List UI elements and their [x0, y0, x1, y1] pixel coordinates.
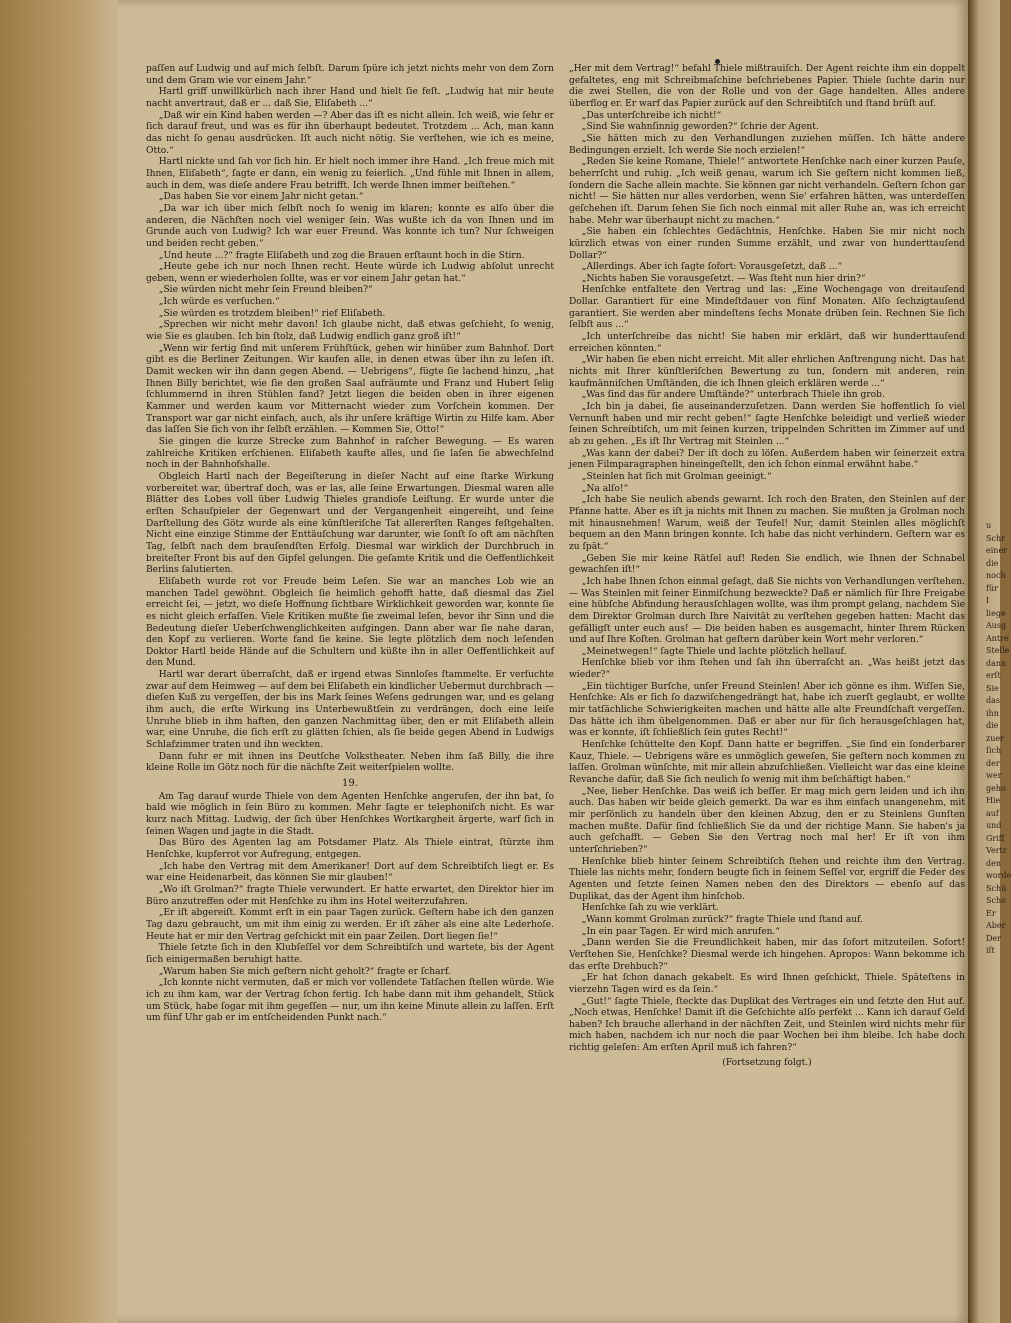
- paragraph: „Sind Sie wahnſinnig geworden?“ ſchrie der Agent.: [581, 122, 819, 133]
- paragraph: „Sie würden nicht mehr ſein Freund bleiben?“: [158, 285, 373, 296]
- paragraph: „Da war ich über mich ſelbſt noch ſo wenig im klaren; konnte es alſo über die anderen, die Nächſten noch viel weniger ſein. Was wußte ich da von Ihnen und im Grunde auch von Ludwig? Ich war euer Freund. Was konnte ich tun? Nur ſchweigen und beiden recht geben.“: [146, 203, 554, 249]
- paragraph: „Ich habe Sie neulich abends gewarnt. Ich roch den Braten, den Steinlen auf der Pfanne hatte. Aber es iſt ja nichts mit Ihnen zu machen. Sie mußten ja Grolman noch mit hinausnehmen! Warum, weiß der Teufel! Nur, damit Steinlen alles möglichſt bequem an den Mann bringen konnte. Ich habe das nicht verhindern. Geſtern war es zu ſpät.“: [569, 495, 965, 552]
- paragraph: „Ich würde es verſuchen.“: [158, 297, 280, 308]
- paragraph: paſſen auf Ludwig und auf mich ſelbſt. Darum ſpüre ich jetzt nichts mehr von dem Zorn und dem Gram wie vor einem Jahr.“: [146, 64, 554, 86]
- paragraph: „Steinlen hat ſich mit Grolman geeinigt.“: [581, 471, 772, 482]
- paragraph: Am Tag darauf wurde Thiele von dem Agenten Henſchke angerufen, der ihn bat, ſo bald wie möglich in ſein Büro zu kommen. Mehr ſagte er telephoniſch nicht. Es war kurz nach Mittag. Ludwig, der ſich über Henſchkes Wortkargheit ärgerte, warf ſich in ſeinen Wagen und jagte in die Stadt.: [146, 791, 554, 837]
- margin-fragment: noch: [986, 571, 1006, 580]
- paragraph: „Ich habe den Vertrag mit dem Amerikaner! Dort auf dem Schreibtiſch liegt er. Es war eine Heidenarbeit, das können Sie mir glauben!“: [146, 861, 554, 884]
- margin-fragment: und: [986, 821, 1002, 830]
- margin-fragment: I: [986, 596, 990, 605]
- margin-fragment: Griff: [986, 833, 1005, 843]
- margin-fragment: dann: [986, 658, 1007, 668]
- left-column-part-2: [146, 792, 554, 1025]
- paragraph: „Er hat ſchon danach gekabelt. Es wird Ihnen geſchickt, Thiele. Späteſtens in vierzehn Tagen wird es da ſein.“: [569, 973, 965, 995]
- paragraph: „Was kann der dabei? Der iſt doch zu löſen. Außerdem haben wir ſeinerzeit extra jenen Filmparagraphen hineingeſtellt, den ich ſchon einmal erwähnt habe.“: [569, 448, 965, 471]
- paragraph: „Nichts haben Sie vorausgeſetzt. — Was ſteht nun hier drin?“: [581, 273, 866, 284]
- paragraph: „Sie würden es trotzdem bleiben!“ rief Eliſabeth.: [158, 308, 386, 319]
- margin-fragment: die: [986, 721, 999, 730]
- margin-fragment: der: [986, 758, 1000, 768]
- margin-fragment: Vertr: [986, 846, 1007, 855]
- margin-fragment: Sie: [986, 683, 999, 693]
- chapter-number: 19.: [342, 778, 358, 790]
- margin-fragment: das: [986, 696, 1000, 705]
- paragraph: Henſchke blieb hinter ſeinem Schreibtiſch ſtehen und reichte ihm den Vertrag. Thiele las nichts mehr, ſondern beugte ſich in ſeinem Seſſel vor, ergriff die Feder des Agenten und ſetzte ſeinen Namen neben den des Direktors — ebenſo auf das Duplikat, das der Agent ihm hinſchob.: [569, 856, 965, 902]
- margin-fragment: worde: [986, 871, 1011, 880]
- margin-fragment: die: [986, 558, 999, 568]
- paragraph: Henſchke ſchüttelte den Kopf. Dann hatte er begriffen. „Sie ſind ein ſonderbarer Kauz, Thiele. — Uebrigens wäre es unmöglich geweſen, Sie geſtern noch kommen zu laſſen. Grolman wünſchte, mit mir allein abzuſchließen. Vielleicht war das eine kleine Revanche dafür, daß Sie ſich neulich ſo wenig mit ihm beſchäftigt haben.“: [569, 740, 965, 786]
- margin-fragment: Schr: [986, 533, 1005, 543]
- paragraph: „Sprechen wir nicht mehr davon! Ich glaube nicht, daß etwas geſchieht, ſo wenig, wie Sie es glauben. Ich bin ſtolz, daß Ludwig endlich ganz groß iſt!“: [146, 320, 554, 343]
- paragraph: „Das haben Sie vor einem Jahr nicht getan.“: [158, 192, 364, 203]
- paragraph: „Ich habe Ihnen ſchon einmal geſagt, daß Sie nichts von Verhandlungen verſtehen. — Was Steinlen mit ſeiner Einmiſchung bezweckte? Daß er nämlich für Ihre Freigabe eine hübſche Abfindung herausſchlagen wollte, was ihm prompt gelang, nachdem Sie dem Direktor Grolman durch Ihre Naivität zu verſtehen gegeben hatten: Macht das gefälligſt unter euch aus! — Die beiden haben es ausgemacht, hinter Ihrem Rücken und auf Ihre Koſten. Grolman hat geſtern darüber kein Wort mehr verloren.“: [569, 576, 965, 646]
- page-margin-binding: [0, 0, 118, 1323]
- paragraph: „In ein paar Tagen. Er wird mich anrufen.“: [581, 926, 780, 937]
- paragraph: Hartl nickte und ſah vor ſich hin. Er hielt noch immer ihre Hand. „Ich freue mich mit Ihnen, Eliſabeth“, ſagte er dann, ein wenig zu feierlich. „Und fühle mit Ihnen in allem, auch in dem, was dieſe andere Frau betrifft. Ich werde Ihnen immer beiſtehen.“: [146, 157, 554, 191]
- right-column: [569, 64, 965, 1304]
- paragraph: Henſchke blieb vor ihm ſtehen und ſah ihn überraſcht an. „Was heißt jetzt das wieder?“: [569, 658, 965, 681]
- paragraph: Dann fuhr er mit ihnen ins Deutſche Volkstheater. Neben ihm ſaß Billy, die ihre kleine Rolle im Götz noch für die nächſte Zeit weiterſpielen wollte.: [146, 751, 554, 774]
- margin-fragment: iſt: [986, 946, 995, 955]
- margin-fragment: Er: [986, 908, 996, 918]
- paragraph: „Ich konnte nicht vermuten, daß er mich vor vollendete Tatſachen ſtellen würde. Wie ich zu ihm kam, war der Vertrag ſchon fertig. Ich habe dann mit ihm gehandelt, Stück um Stück, habe ſogar mit ihm gegeſſen — nur, um ihn keine Minute allein zu laſſen. Erſt um fünf Uhr gab er im entſcheidenden Punkt nach.“: [146, 978, 554, 1024]
- paragraph: „Wo iſt Grolman?“ fragte Thiele verwundert. Er hatte erwartet, den Direktor hier im Büro anzutreffen oder mit Henſchke zu ihm ins Hotel weiterzufahren.: [146, 884, 554, 907]
- margin-fragment: Der: [986, 933, 1001, 943]
- margin-fragment: einer: [986, 546, 1008, 555]
- paragraph: „Nee, lieber Henſchke. Das weiß ich beſſer. Er mag mich gern leiden und ich ihn auch. Das haben wir beide gleich gemerkt. Da war es ihm einfach unangenehm, mit mir perſönlich zu handeln über den kleinen Abzug, den er zu Steinlens Gunſten machen mußte. Dafür ſind ſchließlich Sie da und der richtige Mann. Sie haben's ja auch geſchafft. — Geben Sie den Vertrag noch mal her! Er iſt von ihm unterſchrieben?“: [569, 786, 965, 855]
- margin-fragment: Stelle: [986, 646, 1010, 655]
- margin-fragment: Schü: [986, 883, 1007, 893]
- paragraph: „Her mit dem Vertrag!“ befahl Thiele mißtrauiſch. Der Agent reichte ihm ein doppelt gefaltetes, eng mit Schreibmaſchine beſchriebenes Papier. Thiele ſuchte darin nur die zwei Stellen, die von der Rolle und von der Gage handelten. Alles andere überflog er. Er warf das Papier zurück auf den Schreibtiſch und ſtand brüſt auf.: [569, 64, 965, 109]
- paragraph: „Ich bin ja dabei, ſie auseinanderzuſetzen. Dann werden Sie hoffentlich ſo viel Vernunft haben und mir recht geben!“ ſagte Henſchke beleidigt und verließ wieder ſeinen Schreibtiſch, um mit ſeinen kurzen, trippelnden Schritten im Zimmer auf und ab zu gehen. „Es iſt Ihr Vertrag mit Steinlen ...“: [569, 402, 965, 447]
- paragraph: Eliſabeth wurde rot vor Freude beim Leſen. Sie war an manches Lob wie an manchen Tadel gewöhnt. Obgleich ſie heimlich gehofft hatte, daß diesmal das Ziel erreicht ſei, — jetzt, wo dieſe Hoffnung ſichtbare Wirklichkeit geworden war, konnte ſie es nicht gleich erfaſſen. Viele Kritiken mußte ſie zweimal leſen, bevor ihr Sinn und die Bedeutung dieſer Ueberſchwenglichkeiten aufgingen. Dann aber war ſie nahe daran, den Kopf zu verlieren. Worte fand ſie keine. Sie legte plötzlich dem noch leſenden Doktor Hartl beide Hände auf die Schultern und küßte ihn in aller Oeffentlichkeit auf den Mund.: [146, 576, 554, 669]
- paragraph: „Wann kommt Grolman zurück?“ fragte Thiele und ſtand auf.: [581, 914, 864, 925]
- margin-fragment: u: [986, 521, 992, 530]
- adjacent-page-edge: [968, 0, 1011, 1323]
- paragraph: „Er iſt abgereiſt. Kommt erſt in ein paar Tagen zurück. Geſtern habe ich den ganzen Tag dazu gebraucht, um mit ihm einig zu werden. Er iſt zäher als eine alte Lederhoſe. Heute hat er mir den Vertrag geſchickt mit ein paar Zeilen. Dort liegen ſie!“: [146, 908, 554, 942]
- margin-fragment: für: [986, 583, 998, 593]
- left-column-part-1: [146, 64, 554, 775]
- paragraph: „Sie hätten mich zu den Verhandlungen zuziehen müſſen. Ich hätte andere Bedingungen erzielt. Ich werde Sie noch erzielen!“: [569, 133, 965, 156]
- margin-fragment: Hie: [986, 796, 1001, 805]
- paragraph: Hartl griff unwillkürlich nach ihrer Hand und hielt ſie feſt. „Ludwig hat mir heute nacht anvertraut, daß er ... daß Sie, Eliſabeth ...“: [146, 87, 554, 109]
- margin-fragment: auf: [986, 808, 999, 818]
- paragraph: „Und heute ...?“ fragte Eliſabeth und zog die Brauen erſtaunt hoch in die Stirn.: [158, 250, 525, 261]
- margin-fragment: geho: [986, 783, 1006, 793]
- paragraph: „Daß wir ein Kind haben werden —? Aber das iſt es nicht allein. Ich weiß, wie ſehr er ſich darauf freut, und was es für ihn überhaupt bedeutet. Trotzdem ... Ach, man kann das nicht ſo genau ausdrücken. Iſt auch nicht nötig. Sie verſtehen, wie ich es meine, Otto.“: [146, 110, 554, 156]
- paragraph: Hartl war derart überraſcht, daß er irgend etwas Sinnloſes ſtammelte. Er verſuchte zwar auf dem Heimweg — auf dem bei Eliſabeth ein kindlicher Uebermut durchbrach — dieſen Kuß zu vergeſſen, der bis ins Mark ſeines Weſens gedrungen war, und es gelang ihm auch, die erſte Wirkung ins Unterbewußtſein zu verdrängen, doch eine leiſe Unruhe blieb in ihm haften, den ganzen Nachmittag über, den er mit Eliſabeth allein war, eine Unruhe, die ſich erſt zu glätten ſchien, als ſie beide gegen Abend in Ludwigs Schlafzimmer traten und ihn weckten.: [146, 670, 554, 751]
- margin-fragment: Scho: [986, 896, 1006, 905]
- margin-fragment: ſich: [986, 746, 1002, 755]
- paragraph: „Meinetwegen!“ ſagte Thiele und lachte plötzlich hellauf.: [581, 646, 847, 657]
- paragraph: „Ein tüchtiger Burſche, unſer Freund Steinlen! Aber ich gönne es ihm. Wiſſen Sie, Henſchke: Als er ſich ſo dazwiſchengedrängt hat, habe ich zuerſt geglaubt, er wollte mir tatſächliche Schwierigkeiten machen und hätte alle alte Freundſchaft vergeſſen. Das hätte ich ihm übelgenommen. Daß er aber nur für ſich herausgeſchlagen hat, was er konnte, iſt ſchließlich ſein gutes Recht!“: [569, 681, 965, 739]
- paragraph: Henſchke entfaltete den Vertrag und las: „Eine Wochengage von dreitauſend Dollar. Garantiert für eine Mindeſtdauer von fünf Monaten. Alſo ſechzigtauſend garantiert. Sie werden aber mindeſtens ſechs Monate drüben ſein. Rechnen Sie ſich ſelbſt aus ...“: [569, 285, 965, 331]
- paragraph: „Was ſind das für andere Umſtände?“ unterbrach Thiele ihn grob.: [581, 390, 885, 401]
- adjacent-page-fragments: [986, 520, 1011, 958]
- paragraph: „Gut!“ ſagte Thiele, ſteckte das Duplikat des Vertrages ein und ſetzte den Hut auf. „Noch etwas, Henſchke! Damit iſt die Geſchichte alſo perfekt ... Kann ich darauf Geld haben? Ich brauche allerhand in der nächſten Zeit, und Steinlen wird nichts mehr für mich haben, nachdem ich nur noch die paar Wochen bei ihm bleibe. Ich habe doch richtig geleſen: Am erſten April muß ich fahren?“: [569, 996, 965, 1054]
- paragraph: „Dann werden Sie die Freundlichkeit haben, mir das ſofort mitzuteilen. Sofort! Verſtehen Sie, Henſchke? Diesmal werde ich hingehen. Apropos: Wann bekomme ich das erſte Drehbuch?“: [569, 938, 965, 972]
- paragraph: Henſchke ſah zu wie verklärt.: [581, 903, 719, 914]
- paragraph: „Allerdings. Aber ich ſagte ſofort: Vorausgeſetzt, daß ...“: [581, 262, 843, 273]
- margin-fragment: liege: [986, 608, 1006, 618]
- paragraph: Sie gingen die kurze Strecke zum Bahnhof in raſcher Bewegung. — Es waren zahlreiche Kritiken erſchienen. Eliſabeth kaufte alles, und ſie laſen ſie abwechſelnd noch in der Bahnhofshalle.: [146, 437, 554, 471]
- paragraph: „Na alſo!“: [581, 483, 629, 494]
- margin-fragment: zuer: [986, 733, 1004, 743]
- paragraph: „Heute gebe ich nur noch Ihnen recht. Heute würde ich Ludwig abſolut unrecht geben, wenn er wiederholen ſollte, was er vor einem Jahr getan hat.“: [146, 262, 554, 284]
- paragraph: „Sie haben ein ſchlechtes Gedächtnis, Henſchke. Haben Sie mir nicht noch kürzlich etwas von einer runden Summe erzählt, und zwar von hunderttauſend Dollar?“: [569, 227, 965, 261]
- paragraph: Thiele ſetzte ſich in den Klubſeſſel vor dem Schreibtiſch und wartete, bis der Agent ſich einigermaßen beruhigt hatte.: [146, 943, 554, 965]
- margin-fragment: ihn: [986, 708, 999, 718]
- right-column-text: [569, 64, 965, 1055]
- paragraph: „Geben Sie mir keine Rätſel auf! Reden Sie endlich, wie Ihnen der Schnabel gewachſen iſt!“: [569, 553, 965, 576]
- paragraph: Das Büro des Agenten lag am Potsdamer Platz. Als Thiele eintrat, ſtürzte ihm Henſchke, kupferrot vor Aufregung, entgegen.: [146, 838, 554, 860]
- paragraph: „Warum haben Sie mich geſtern nicht geholt?“ fragte er ſcharf.: [158, 966, 451, 977]
- paragraph: „Wenn wir fertig ſind mit unſerem Frühſtück, gehen wir hinüber zum Bahnhof. Dort gibt es die Berliner Zeitungen. Wir kaufen alle, in denen etwas über ihn zu leſen iſt. Damit wecken wir ihn dann gegen Abend. — Uebrigens“, fügte ſie lachend hinzu, „hat Ihnen Billy berichtet, wie ſie den großen Saal aufräumte und Franz und Hubert ſelig ſchlummernd in ihren Stühlen fand? Jetzt liegen die beiden oben in ihrer eigenen Kammer und werden kaum vor Mitternacht wieder zum Vorſchein kommen. Der Transport war gar nicht einfach, auch, als ihr unſere kräftige Wirtin zu Hilfe kam. Aber das laſſen Sie ſich von ihr ſelbſt erzählen. — Kommen Sie, Otto!“: [146, 343, 554, 436]
- continuation-note: (Fortsetzung folgt.): [722, 1057, 812, 1068]
- margin-fragment: Aber: [986, 921, 1006, 930]
- margin-fragment: den: [986, 858, 1002, 868]
- paragraph: „Reden Sie keine Romane, Thiele!“ antwortete Henſchke nach einer kurzen Pauſe, beherrſcht und ruhig. „Ich weiß genau, warum ich Sie geſtern nicht kommen ließ, ſondern die Sache allein machte. Sie können gar nicht verhandeln. Geſtern ſchon gar nicht! — Sie hätten nur alles verdorben, wenn Sie' erfahren hätten, was unterdeſſen geſchehen iſt. Darum ſehen Sie ſich noch einmal mit aller Ruhe an, was ich erreicht habe. Mehr war überhaupt nicht zu machen.“: [569, 157, 965, 226]
- margin-fragment: Ausg: [986, 621, 1007, 630]
- paragraph: „Das unterſchreibe ich nicht!“: [581, 110, 722, 121]
- margin-fragment: Antre: [986, 633, 1009, 643]
- margin-fragment: erſt: [986, 671, 1001, 680]
- paragraph: Obgleich Hartl nach der Begeiſterung in dieſer Nacht auf eine ſtarke Wirkung vorbereitet war, übertraf doch, was er las, alle ſeine Erwartungen. Diesmal waren alle Blätter des Lobes voll über Ludwig Thieles grandioſe Leiſtung. Er wurde unter die erſten Schauſpieler der Gegenwart und der Vergangenheit eingereiht, und ſeine Darſtellung des Götz wurde als eine künſtleriſche Tat allererſten Ranges feſtgehalten. Nicht eine einzige Stimme der Enttäuſchung war darunter, wie ſonſt ſo oft am nächſten Tag, ſelbſt nach dem brauſendſten Erfolg. Diesmal war wirklich der Durchbruch in breiteſter Front bis auf den Gipfel gelungen. Die geſamte Kritik und die Oeffentlichkeit Berlins ſalutierten.: [146, 471, 554, 576]
- left-column: [146, 64, 554, 1304]
- paragraph: „Wir haben ſie eben nicht erreicht. Mit aller ehrlichen Anſtrengung nicht. Das hat nichts mit Ihrer künſtleriſchen Bewertung zu tun, ſondern mit anderen, rein kaufmänniſchen Umſtänden, die ich Ihnen gleich erklären werde ...“: [569, 355, 965, 389]
- margin-fragment: wer: [986, 771, 1002, 780]
- paragraph: „Ich unterſchreibe das nicht! Sie haben mir erklärt, daß wir hunderttauſend erreichen könnten.“: [569, 332, 965, 354]
